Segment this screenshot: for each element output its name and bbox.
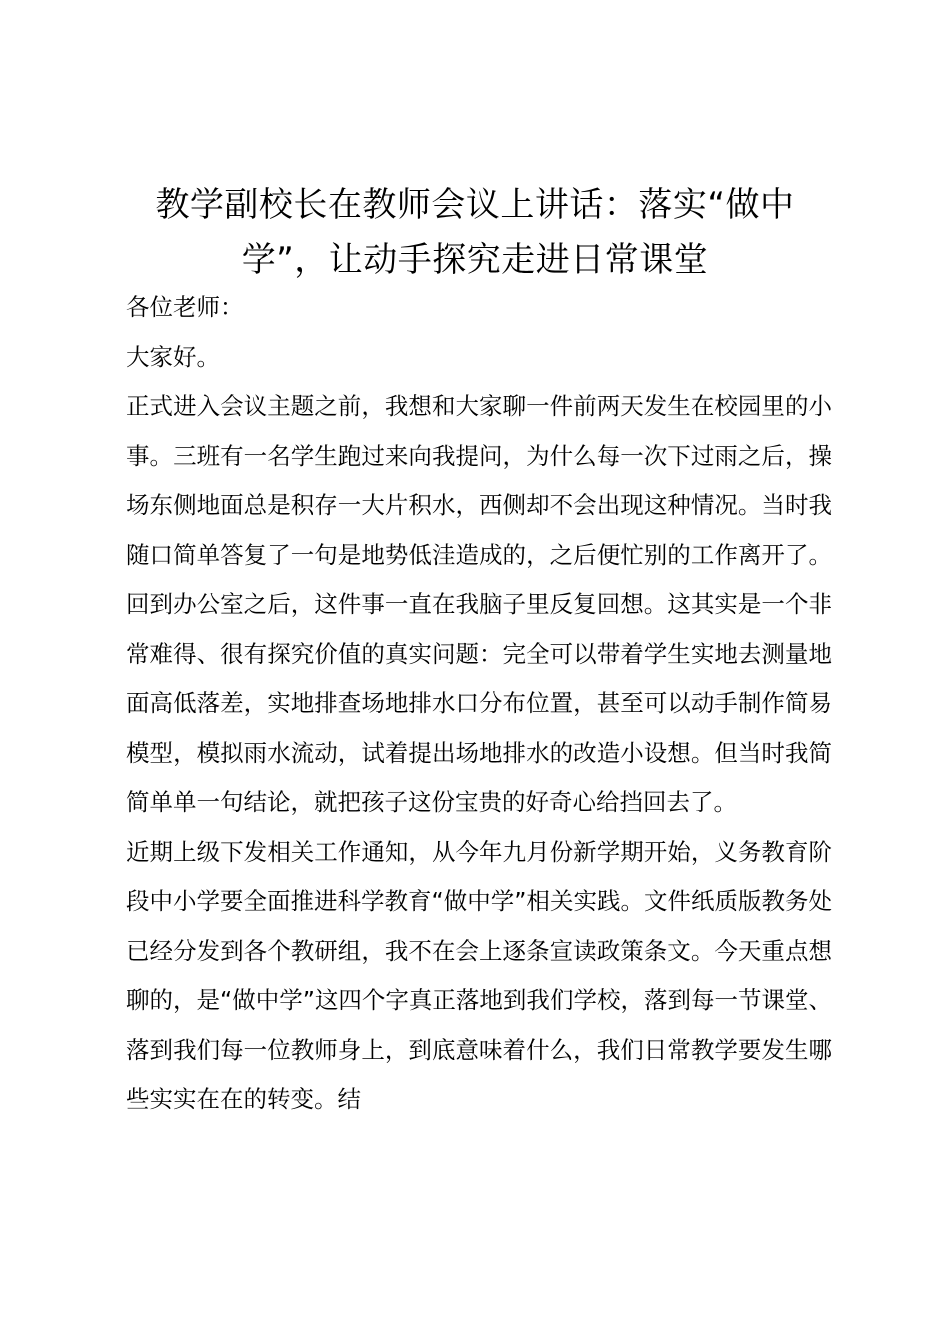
paragraph: 正式进入会议主题之前，我想和大家聊一件前两天发生在校园里的小事。三班有一名学生跑过来向我提问，为什么每一次下过雨之后，操场东侧地面总是积存一大片积水，西侧却不会出现这种情况。当时我随口简单答复了一句是地势低洼造成的，之后便忙别的工作离开了。回到办公室之后，这件事一直在我脑子里反复回想。这其实是一个非常难得、很有探究价值的真实问题：完全可以带着学生实地去测量地面高低落差，实地排查场地排水口分布位置，甚至可以动手制作简易模型，模拟雨水流动，试着提出场地排水的改造小设想。但当时我简简单单一句结论，就把孩子这份宝贵的好奇心给挡回去了。 — [126, 392, 832, 816]
greeting: 大家好。 — [126, 342, 220, 371]
salutation: 各位老师： — [126, 293, 244, 321]
document-title: 教学副校长在教师会议上讲话：落实“做中学”，让动手探究走进日常课堂 — [155, 185, 795, 280]
document-body — [126, 283, 832, 1125]
paragraph: 近期上级下发相关工作通知，从今年九月份新学期开始，义务教育阶段中小学要全面推进科学教育“做中学”相关实践。文件纸质版教务处已经分发到各个教研组，我不在会上逐条宣读政策条文。今天重点想聊的，是“做中学”这四个字真正落地到我们学校，落到每一节课堂、落到我们每一位教师身上，到底意味着什么，我们日常教学要发生哪些实实在在的转变。结 — [126, 837, 832, 1113]
